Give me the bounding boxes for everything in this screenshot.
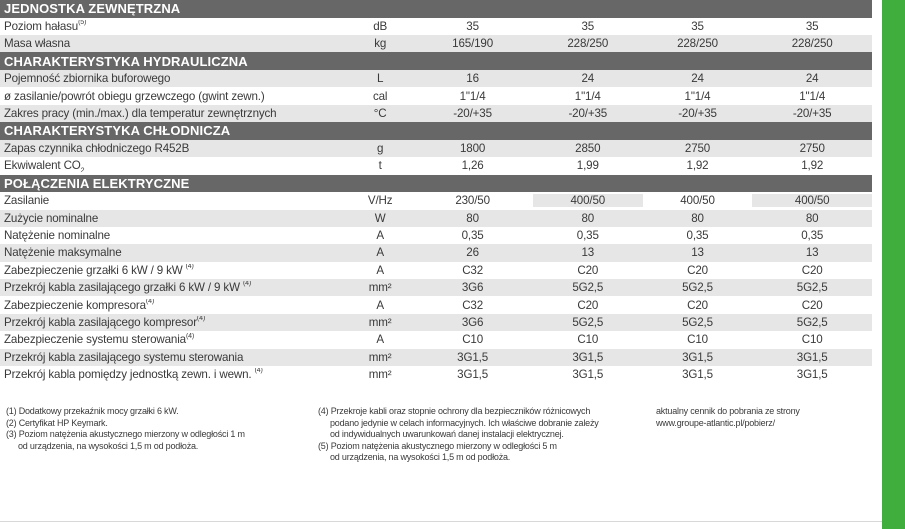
value-cell: 2750 xyxy=(684,141,711,155)
row-label: Zabezpieczenie grzałki 6 kW / 9 kW $^{(4)}$ xyxy=(4,263,194,277)
row-unit: A xyxy=(376,298,384,312)
accent-side-bar xyxy=(882,0,905,529)
value-cell: C10 xyxy=(687,333,708,347)
value-cell: 228/250 xyxy=(791,37,833,51)
footnotes-right xyxy=(656,406,800,429)
row-unit: W xyxy=(374,211,386,225)
value-cell: 0,35 xyxy=(686,229,709,243)
value-cell: 80 xyxy=(581,211,595,225)
value-cell: C10 xyxy=(462,333,484,347)
footnotes-left xyxy=(6,406,245,452)
row-unit: mm² xyxy=(368,316,392,330)
value-cell: 3G1,5 xyxy=(572,368,604,382)
value-cell: 228/250 xyxy=(567,37,609,51)
value-cell: 3G6 xyxy=(461,316,484,330)
section-header-cooling: CHARAKTERYSTYKA CHŁODNICZA xyxy=(0,122,872,140)
row-unit: L xyxy=(377,72,384,86)
value-cell: C32 xyxy=(462,263,484,277)
row-current-max xyxy=(0,244,872,261)
pricelist-link[interactable]: www.groupe-atlantic.pl/pobierz/ xyxy=(656,417,775,428)
value-cell: 3G1,5 xyxy=(796,350,828,364)
value-cell: 80 xyxy=(805,211,819,225)
row-noise xyxy=(0,18,872,35)
row-unit: cal xyxy=(372,89,388,103)
value-cell: 3G1,5 xyxy=(796,368,828,382)
value-cell: 5G2,5 xyxy=(682,316,713,330)
value-cell: 26 xyxy=(466,246,479,260)
value-cell: 1800 xyxy=(460,141,486,155)
row-tank xyxy=(0,70,872,87)
row-label: Masa własna xyxy=(4,37,71,51)
value-cell: 35 xyxy=(805,19,819,33)
row-unit: mm² xyxy=(368,281,392,295)
row-unit: g xyxy=(377,141,384,155)
value-cell: 35 xyxy=(581,19,595,33)
value-cell: -20/+35 xyxy=(792,106,832,120)
value-cell: 13 xyxy=(691,246,704,260)
value-cell: C20 xyxy=(687,298,708,312)
row-label: Zakres pracy (min./max.) dla temperatur zewnętrznych xyxy=(4,106,277,120)
row-heater-fuse xyxy=(0,262,872,279)
row-ctrl-fuse xyxy=(0,331,872,348)
row-range xyxy=(0,105,872,122)
row-label: Poziom hałasu$^{(5)}$ xyxy=(4,19,87,33)
row-link-cable xyxy=(0,366,872,383)
row-comp-cable xyxy=(0,314,872,331)
row-label: Zapas czynnika chłodniczego R452B xyxy=(4,141,190,155)
value-cell: C20 xyxy=(801,298,823,312)
value-cell: 80 xyxy=(466,211,479,225)
value-cell: 1,26 xyxy=(461,159,484,173)
row-unit: kg xyxy=(374,37,387,51)
row-label: Natężenie maksymalne xyxy=(4,246,122,260)
value-cell: 165/190 xyxy=(452,37,494,51)
footnote: (4) Przekroje kabli oraz stopnie ochrony dla bezpieczników różnicowych xyxy=(318,406,591,416)
footnotes-middle xyxy=(318,406,599,464)
value-cell: 0,35 xyxy=(801,229,824,243)
value-cell: 24 xyxy=(805,72,819,86)
value-cell: 3G1,5 xyxy=(457,368,489,382)
value-cell: 5G2,5 xyxy=(682,281,713,295)
row-label: Zabezpieczenie kompresora$^{(4)}$ xyxy=(4,298,155,312)
value-cell: 35 xyxy=(691,19,704,33)
value-cell: 0,35 xyxy=(461,229,484,243)
row-unit: A xyxy=(376,263,384,277)
value-cell: 2750 xyxy=(799,141,825,155)
value-cell: 13 xyxy=(805,246,819,260)
value-cell: 228/250 xyxy=(677,37,718,51)
footnote: od urządzenia, na wysokości 1,5 m od podłoża. xyxy=(18,440,199,451)
value-cell: -20/+35 xyxy=(453,106,492,120)
value-cell: 3G1,5 xyxy=(572,350,604,364)
section-header-electric: POŁĄCZENIA ELEKTRYCZNE xyxy=(0,175,872,193)
value-cell: 3G6 xyxy=(461,281,484,295)
value-cell: 1"1/4 xyxy=(684,89,711,103)
value-cell: -20/+35 xyxy=(568,106,608,120)
footnote: (2) Certyfikat HP Keymark. xyxy=(6,417,108,428)
value-cell: 5G2,5 xyxy=(572,281,604,295)
value-cell: 400/50 xyxy=(680,194,715,208)
row-co2 xyxy=(0,157,872,174)
row-unit: A xyxy=(376,333,384,347)
row-label: ø zasilanie/powrót obiegu grzewczego (gwint zewn.) xyxy=(4,89,265,103)
value-cell: C20 xyxy=(577,263,599,277)
row-label: Zabezpieczenie systemu sterowania$^{(4)}$ xyxy=(4,333,195,347)
value-cell: 400/50 xyxy=(752,194,872,207)
row-unit: °C xyxy=(373,106,387,120)
value-cell: 80 xyxy=(691,211,704,225)
value-cell: C20 xyxy=(801,263,823,277)
value-cell: 16 xyxy=(466,72,479,86)
row-unit: V/Hz xyxy=(367,194,393,208)
value-cell: 24 xyxy=(691,72,704,86)
row-label: Ekwiwalent $CO_2$ xyxy=(4,159,85,173)
value-cell: 400/50 xyxy=(533,194,643,207)
row-heater-cable xyxy=(0,279,872,296)
value-cell: 3G1,5 xyxy=(682,368,713,382)
value-cell: C20 xyxy=(577,298,599,312)
row-label: Pojemność zbiornika buforowego xyxy=(4,72,171,86)
value-cell: C32 xyxy=(462,298,484,312)
value-cell: C10 xyxy=(801,333,823,347)
value-cell: 5G2,5 xyxy=(796,316,828,330)
row-label: Przekrój kabla zasilającego kompresor$^{(4)}$ xyxy=(4,316,206,330)
row-supply xyxy=(0,87,872,104)
footnote: (1) Dodatkowy przekaźnik mocy grzałki 6 kW. xyxy=(6,406,179,416)
value-cell: C20 xyxy=(687,263,708,277)
row-label: Przekrój kabla zasilającego grzałki 6 kW / 9 kW $^{(4)}$ xyxy=(4,281,252,295)
bottom-divider xyxy=(0,521,882,522)
pricelist-note: aktualny cennik do pobrania ze strony xyxy=(656,406,800,416)
value-cell: 1,92 xyxy=(801,159,824,173)
value-cell: 1,99 xyxy=(576,159,599,173)
row-comp-fuse xyxy=(0,296,872,313)
value-cell: 1"1/4 xyxy=(799,89,826,103)
value-cell: 230/50 xyxy=(455,194,490,208)
row-current-nom xyxy=(0,227,872,244)
value-cell: 0,35 xyxy=(576,229,599,243)
row-unit: A xyxy=(376,229,384,243)
section-header-hydraulic: CHARAKTERYSTYKA HYDRAULICZNA xyxy=(0,52,872,70)
value-cell: 35 xyxy=(466,19,479,33)
row-ctrl-cable xyxy=(0,349,872,366)
value-cell: -20/+35 xyxy=(678,106,717,120)
value-cell: 13 xyxy=(581,246,595,260)
row-label: Zużycie nominalne xyxy=(4,211,99,225)
footnote: (5) Poziom natężenia akustycznego mierzony w odległości 5 m xyxy=(318,440,557,451)
footnote: podano jedynie w celach informacyjnych. Ich właściwe dobranie zależy xyxy=(330,417,599,428)
footnote: od urządzenia, na wysokości 1,5 m od podłoża. xyxy=(330,452,511,462)
row-consumption xyxy=(0,210,872,227)
value-cell: C10 xyxy=(577,333,599,347)
value-cell: 1"1/4 xyxy=(459,89,486,103)
row-unit: dB xyxy=(373,19,388,33)
value-cell: 1"1/4 xyxy=(574,89,601,103)
value-cell: 24 xyxy=(581,72,595,86)
row-power xyxy=(0,192,872,209)
row-label: Przekrój kabla pomiędzy jednostką zewn. i wewn. $^{(4)}$ xyxy=(4,368,263,382)
value-cell: 1,92 xyxy=(686,159,709,173)
row-label: Natężenie nominalne xyxy=(4,229,111,243)
row-unit: t xyxy=(378,159,382,173)
value-cell: 5G2,5 xyxy=(796,281,828,295)
row-label: Zasilanie xyxy=(4,194,50,208)
row-refrigerant xyxy=(0,140,872,157)
value-cell: 3G1,5 xyxy=(457,350,489,364)
row-label: Przekrój kabla zasilającego systemu sterowania xyxy=(4,350,244,364)
value-cell: 2850 xyxy=(575,141,601,155)
footnote: (3) Poziom natężenia akustycznego mierzony w odległości 1 m xyxy=(6,429,245,439)
value-cell: 3G1,5 xyxy=(682,350,713,364)
row-unit: mm² xyxy=(368,350,392,364)
row-mass xyxy=(0,35,872,52)
section-header-outdoor: JEDNOSTKA ZEWNĘTRZNA xyxy=(0,0,872,18)
row-unit: mm² xyxy=(368,368,392,382)
row-unit: A xyxy=(376,246,384,260)
value-cell: 5G2,5 xyxy=(572,316,604,330)
footnote: od indywidualnych uwarunkowań danej instalacji elektrycznej. xyxy=(330,429,564,439)
